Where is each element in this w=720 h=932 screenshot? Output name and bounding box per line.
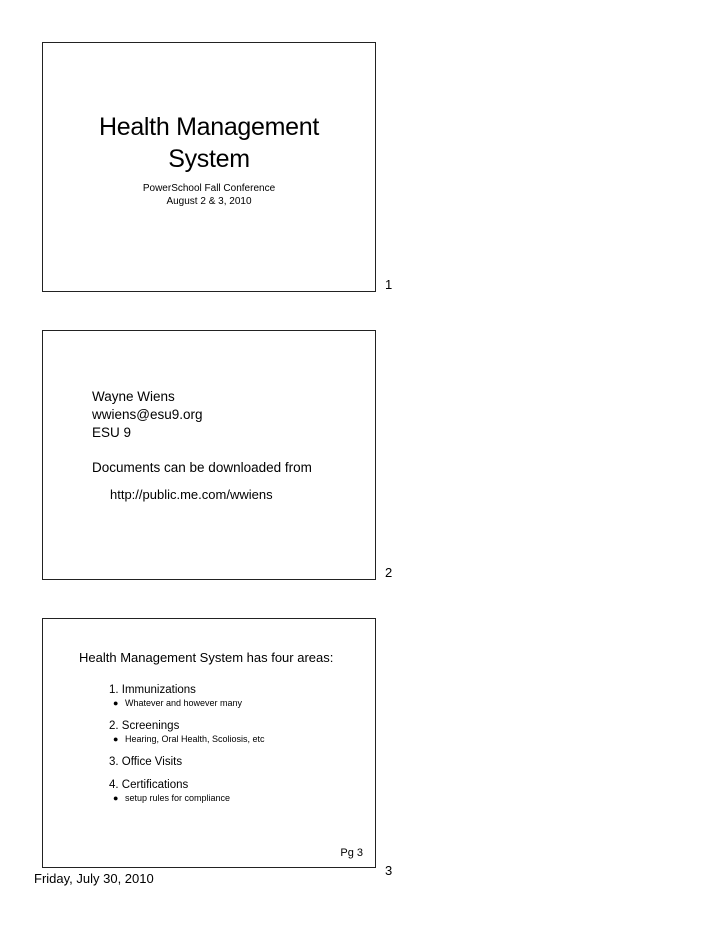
- list-item: 1. Immunizations: [109, 684, 196, 696]
- slide-3: [42, 618, 376, 868]
- slide-2: [42, 330, 376, 580]
- slide-number-1: 1: [385, 277, 393, 292]
- list-subitem: [109, 697, 265, 710]
- slide-1-title-line-1: Health Management: [98, 113, 320, 141]
- list-subitem-text: Hearing, Oral Health, Scoliosis, etc: [125, 734, 265, 744]
- list-subitem: [109, 792, 265, 805]
- list-item: 3. Office Visits: [109, 756, 183, 768]
- presenter-info: [92, 388, 203, 442]
- slide-number-3: 3: [385, 863, 393, 878]
- presenter-email: wwiens@esu9.org: [92, 407, 203, 422]
- footer-date: Friday, July 30, 2010: [34, 871, 154, 886]
- slide-1-title: [43, 111, 375, 175]
- slide-1-conference: PowerSchool Fall Conference: [142, 183, 276, 194]
- presenter-org: ESU 9: [92, 425, 132, 440]
- slide-number-2: 2: [385, 565, 393, 580]
- slide-3-heading: Health Management System has four areas:: [79, 650, 334, 665]
- bullet-icon: ●: [113, 793, 119, 803]
- documents-url: http://public.me.com/wwiens: [110, 487, 273, 502]
- list-subitem-text: setup rules for compliance: [125, 793, 231, 803]
- slide-1-subtitle: [43, 182, 375, 208]
- documents-text: Documents can be downloaded from: [92, 460, 312, 475]
- list-item: 2. Screenings: [109, 720, 180, 732]
- list-subitem-text: Whatever and however many: [125, 698, 243, 708]
- slide-1-dates: August 2 & 3, 2010: [166, 196, 252, 207]
- bullet-icon: ●: [113, 698, 119, 708]
- areas-list: [109, 683, 265, 814]
- page-label: Pg 3: [340, 847, 363, 859]
- slide-1-title-line-2: System: [168, 145, 250, 173]
- presenter-name: Wayne Wiens: [92, 389, 175, 404]
- list-item: 4. Certifications: [109, 779, 189, 791]
- list-subitem: [109, 733, 265, 746]
- bullet-icon: ●: [113, 734, 119, 744]
- slide-1: [42, 42, 376, 292]
